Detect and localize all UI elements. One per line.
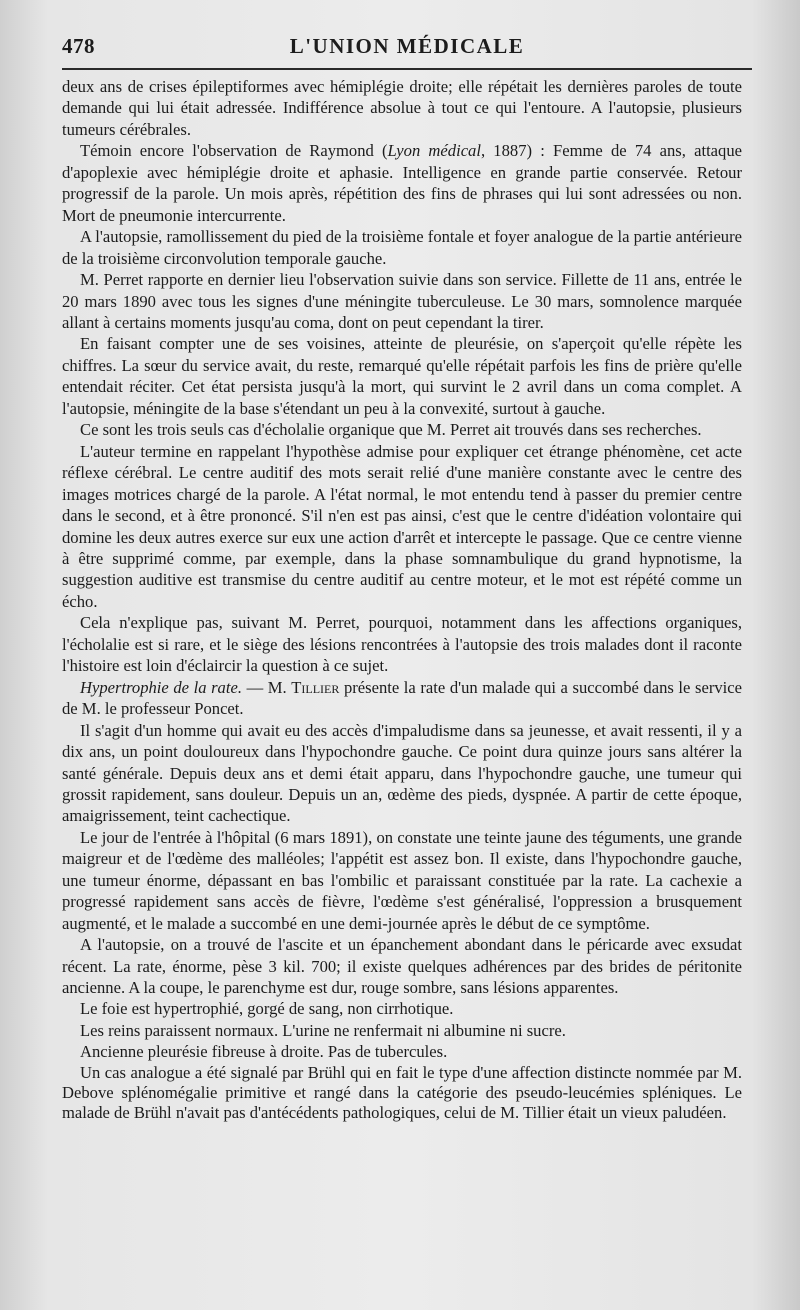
paragraph: [62, 441, 742, 613]
paragraph: [62, 612, 742, 676]
author-name: Tillier: [291, 677, 340, 697]
paragraph-text: Cela n'explique pas, suivant M. Perret, pourquoi, notamment dans les affections organiques, l'écholalie est si rare, et le siège des lésions rencontrées à l'autopsie des trois malades dont il raconte l'histoire est loin d'éclaircir la question à ce sujet.: [62, 613, 742, 676]
italic-text: Hypertrophie de la rate.: [80, 677, 242, 697]
paragraph: [62, 934, 742, 998]
paragraph-text: Les reins paraissent normaux. L'urine ne renfermait ni albumine ni sucre.: [80, 1020, 566, 1040]
paragraph: [62, 1063, 742, 1124]
paragraph: [62, 76, 742, 140]
paragraph: [62, 827, 742, 934]
paragraph-text: Le jour de l'entrée à l'hôpital (6 mars 1891), on constate une teinte jaune des téguments, une grande maigreur et de l'œdème des malléoles; l'appétit est assez bon. Il existe, dans l'hypochondre gauche, une tumeur énorme, dépassant en bas l'ombilic et paraissant constituée par la rate. La cachexie a progressé rapidement sans accès de fièvre, l'œdème s'est généralisé, l'oppression a brusquement augmenté, et le malade a succombé en une demi-journée après le début de ce symptôme.: [62, 827, 742, 933]
paragraph-section-heading: [62, 677, 742, 720]
paragraph: [62, 226, 742, 269]
article-body: [62, 76, 742, 1123]
page-header: [62, 34, 752, 60]
paragraph-text: deux ans de crises épileptiformes avec hémiplégie droite; elle répétait les dernières paroles de toute demande qui lui était adressée. Indifférence absolue à tout ce qui l'entoure. A l'autopsie, plusieurs tumeurs cérébrales.: [62, 77, 742, 139]
paragraph: [62, 419, 742, 440]
italic-text: Lyon médical: [387, 141, 481, 161]
paragraph: [62, 140, 742, 226]
paragraph: [62, 269, 742, 333]
paragraph-text: En faisant compter une de ses voisines, atteinte de pleurésie, on s'aperçoit qu'elle répète les chiffres. La sœur du service avait, du reste, remarqué qu'elle répétait parfois les fins de prière qu'elle entendait réciter. Cet état persista jusqu'à la mort, qui survint le 2 avril dans un coma complet. A l'autopsie, méningite de la base s'étendant un peu à la convexité, surtout à gauche.: [62, 334, 742, 418]
paragraph-text: Il s'agit d'un homme qui avait eu des accès d'impaludisme dans sa jeunesse, et avait ressenti, il y a dix ans, un point douloureux dans l'hypochondre gauche. Ce point dura quinze jours sans altérer la santé générale. Depuis deux ans et demi était apparu, dans l'hypochondre gauche, une tumeur qui grossit rapidement, sans douleur. Depuis un an, œdème des pieds, dyspnée. A partir de cette époque, amaigrissement, teint cachectique.: [62, 720, 742, 826]
paragraph-text: Ce sont les trois seuls cas d'écholalie organique que M. Perret ait trouvés dans ses recherches.: [80, 420, 702, 440]
paragraph-text: , 1887) : Femme de 74 ans, attaque d'apoplexie avec hémiplégie droite et aphasie. Intelligence en grande partie conservée. Retour progressif de la parole. Un mois après, répétition des fins de phrases qui lui sont adressées ou non. Mort de pneumonie intercurrente.: [62, 141, 743, 225]
paragraph-text: Le foie est hypertrophié, gorgé de sang, non cirrhotique.: [80, 999, 454, 1019]
paragraph-text: présente la rate d'un malade qui a succombé dans le service de M. le professeur Poncet.: [62, 677, 742, 719]
paragraph-text: A l'autopsie, on a trouvé de l'ascite et un épanchement abondant dans le péricarde avec exsudat récent. La rate, énorme, pèse 3 kil. 700; il existe quelques adhérences par des brides de péritonite ancienne. A la coupe, le parenchyme est dur, rouge sombre, sans lésions apparentes.: [62, 935, 742, 998]
paragraph: [62, 333, 742, 419]
paragraph: [62, 998, 742, 1019]
paragraph-text: Témoin encore l'observation de Raymond (: [80, 141, 388, 161]
page-number: 478: [62, 34, 95, 58]
paragraph-text: L'auteur termine en rappelant l'hypothèse admise pour expliquer cet étrange phénomène, cet acte réflexe cérébral. Le centre auditif des mots serait relié d'une manière constante avec le centre des images motrices chargé de la parole. A l'état normal, le mot entendu tend à passer du premier centre dans le second, et à être prononcé. S'il n'en est pas ainsi, c'est que le centre d'idéation volontaire qui domine les deux autres exerce sur eux une action d'arrêt et intercepte le passage. Que ce centre vienne à être supprimé comme, par exemple, dans la phase somnambulique du grand hypnotisme, la suggestion auditive est transmise du centre auditif au centre moteur, et le mot est répété comme un écho.: [62, 441, 742, 611]
paragraph-text: Un cas analogue a été signalé par Brühl qui en fait le type d'une affection distincte nommée par M. Debove splénomégalie primitive et rangé dans la catégorie des pseudo-leucémies spléniques. Le malade de Brühl n'avait pas d'antécédents pathologiques, celui de M. Tillier était un vieux paludéen.: [62, 1062, 742, 1123]
running-title: L'UNION MÉDICALE: [289, 34, 525, 58]
paragraph-text: Ancienne pleurésie fibreuse à droite. Pas de tubercules.: [80, 1042, 448, 1062]
header-rule: [62, 68, 752, 70]
paragraph-text: — M.: [241, 677, 292, 697]
paragraph: [62, 720, 742, 827]
paragraph-text: A l'autopsie, ramollissement du pied de la troisième fontale et foyer analogue de la partie antérieure de la troisième circonvolution temporale gauche.: [62, 227, 742, 268]
paragraph-text: M. Perret rapporte en dernier lieu l'observation suivie dans son service. Fillette de 11 ans, entrée le 20 mars 1890 avec tous les signes d'une méningite tuberculeuse. Le 30 mars, somnolence marquée allant à certains moments jusqu'au coma, dont on peut cependant la tirer.: [62, 270, 742, 332]
paragraph: [62, 1041, 742, 1062]
paragraph: [62, 1020, 742, 1041]
